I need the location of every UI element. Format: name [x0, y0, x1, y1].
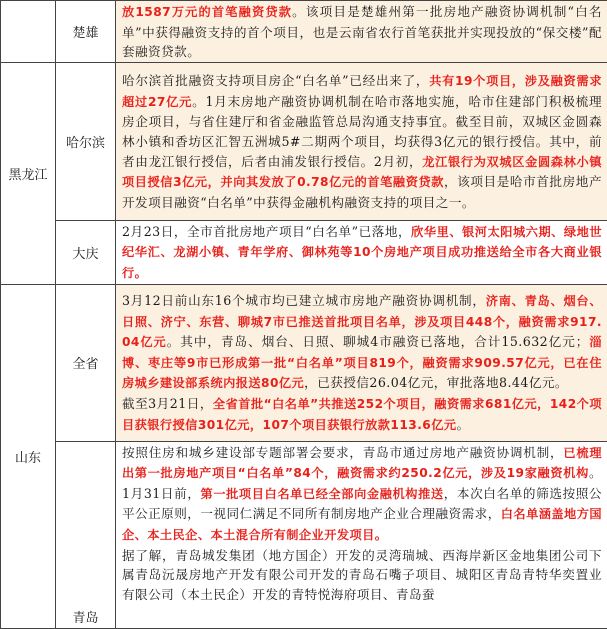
province-cell	[1, 1, 56, 63]
province-cell: 黑龙江	[1, 62, 56, 284]
body-text: 。其中，青岛、烟台、日照、聊城4市融资已落地，合计15.632亿元；	[167, 334, 589, 349]
body-text: 。1月31日前，	[122, 465, 602, 501]
body-text: 按照住房和城乡建设部专题部署会要求，青岛市通过房地产融资协调机制，	[122, 445, 563, 460]
highlight-text: 已梳理出第一批房地产项目“白名单”84个，融资需求约250.2亿元，涉及19家融资机构	[122, 446, 602, 481]
body-text: 哈尔滨首批融资支持项目房企“白名单”已经出来了，	[122, 73, 429, 88]
highlight-text: 全省首批“白名单”共推送252个项目，融资需求681亿元，142个项目获银行授信301亿元，107个项目获银行放款113.6亿元	[122, 397, 602, 432]
content-paragraph	[122, 443, 602, 546]
city-cell: 楚雄	[56, 1, 116, 63]
highlight-text: 龙江银行为双城区金圆森林小镇项目授信3亿元，并向其发放了0.78亿元的首笔融资贷款	[122, 155, 602, 190]
table-row	[1, 62, 607, 220]
city-cell: 哈尔滨	[56, 62, 116, 220]
body-text: 。1月末房地产融资协调机制在哈市落地实施，哈市住建部门积极梳理房企项目，与省住建厅和省金融监管总局沟通支持事宜。截至目前，双城区金圆森林小镇和香坊区汇智五洲城5#二期两个项目，均获得3亿元的银行授信。其中，前者由龙江银行授信，后者由浦发银行授信。2月初，	[122, 94, 602, 169]
body-text: 据了解，青岛城发集团（地方国企）开发的灵湾瑞城、西海岸新区金地集团公司下属青岛沅晟房地产开发有限公司开发的青岛石嘴子项目、城阳区青岛青特华奕置业有限公司（本土民企）开发的青特悦海府项目、青岛蚕	[122, 548, 602, 602]
body-text: ，该项目是哈市首批房地产开发项目融资“白名单”中获得金融机构融资支持的项目之一。	[122, 174, 602, 210]
city-cell: 青岛	[56, 441, 116, 628]
body-text: ，本次白名单的筛选按照公平公正原则，一视同仁满足不同所有制房地产企业合理融资需求，	[122, 486, 602, 522]
city-cell: 大庆	[56, 220, 116, 284]
content-paragraph	[122, 222, 602, 284]
highlight-text: 欣华里、银河太阳城六期、绿地世纪华汇、龙湖小镇、青年学府、御林苑等10个房地产项目成功推送给全市各大商业银行。	[122, 225, 602, 280]
table-row	[1, 220, 607, 284]
content-paragraph	[122, 546, 602, 605]
province-cell: 山东	[1, 284, 56, 628]
content-paragraph	[122, 2, 602, 62]
highlight-text: 第一批项目白名单已经全部向金融机构推送	[201, 487, 444, 501]
body-text: 。该项目是楚雄州第一批房地产融资协调机制“白名单”中获得融资支持的首个项目，也是云南省农行首笔获批并实现投放的“保交楼”配套融资贷款。	[122, 4, 602, 59]
content-cell	[116, 220, 607, 284]
content-cell	[116, 284, 607, 441]
highlight-text: 共有19个项目，涉及融资需求超过27亿元	[122, 74, 602, 109]
content-paragraph	[122, 71, 602, 212]
highlight-text: 济南、青岛、烟台、日照、济宁、东营、聊城7市已推送首批项目名单，涉及项目448个，融资需求917.04亿元	[122, 294, 602, 349]
content-paragraph	[122, 291, 602, 394]
table-row	[1, 441, 607, 628]
content-cell	[116, 1, 607, 63]
body-text: 2月23日，全市首批房地产项目“白名单”已落地，	[122, 224, 411, 239]
city-cell: 全省	[56, 284, 116, 441]
table-row	[1, 1, 607, 63]
highlight-text: 淄博、枣庄等9市已形成第一批“白名单”项目819个，融资需求909.57亿元，已在住房城乡建设部系统内报送80亿元	[122, 335, 602, 390]
body-text: 。	[457, 417, 470, 432]
content-paragraph	[122, 394, 602, 435]
body-text: ，已获授信26.04亿元，审批落地8.44亿元。	[304, 375, 568, 390]
highlight-text: 放1587万元的首笔融资贷款	[122, 5, 292, 19]
body-text: 3月12日前山东16个城市均已建立城市房地产融资协调机制，	[122, 293, 486, 308]
table-row	[1, 284, 607, 441]
highlight-text: 白名单涵盖地方国企、本土民企、本土混合所有制企业开发项目。	[122, 507, 602, 542]
body-text: 截至3月21日，	[122, 396, 213, 411]
content-cell	[116, 62, 607, 220]
content-cell	[116, 441, 607, 628]
